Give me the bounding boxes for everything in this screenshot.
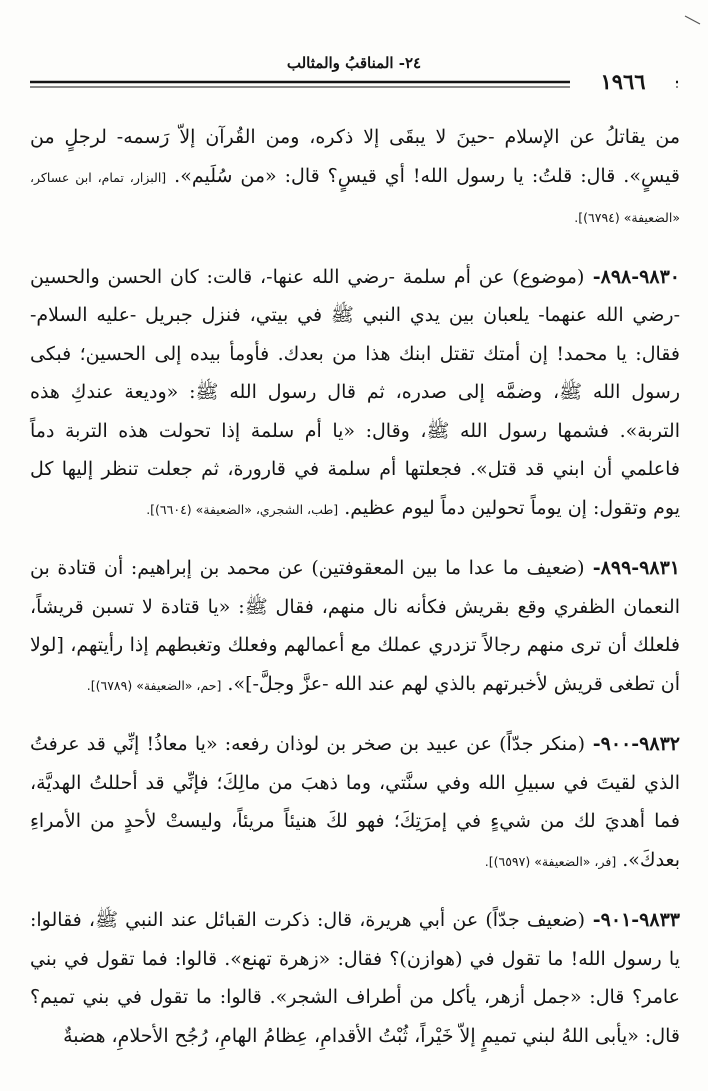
hadith-text: (منكر جدّاً) عن عبيد بن صخر بن لوذان رفعه: «يا معاذُ! إنِّي قد عرفتُ الذي لقيتَ في سبيلِ الله وفي سنَّتي، وما ذهبَ من مالِكَ؛ فإنِّي قد أحللتُ الهديَّة، فما أهديَ لك من شيءٍ في إمرَتِكَ؛ فهو لكَ هنيئاً مريئاً، وليستْ لأحدٍ من الأمراءِ بعدكَ». — [30, 733, 680, 871]
hadith-number: ٩٨٣١-٨٩٩- — [584, 557, 680, 579]
hadith-entry — [30, 901, 680, 1057]
hadith-number: ٩٨٣٣-٩٠١- — [585, 909, 680, 931]
hadith-text: من يقاتلُ عن الإسلام -حينَ لا يبقَى إلا ذكره، ومن القُرآن إلاّ رَسمه- لرجلٍ من قيسٍ». قال: قلتُ: يا رسول الله! أي قيسٍ؟ قال: «من سُلَيم». — [30, 126, 680, 187]
page-header — [30, 50, 678, 98]
hadith-number: ٩٨٣٠-٨٩٨- — [584, 265, 680, 288]
running-title: ٢٤- المناقبُ والمثالب — [286, 54, 422, 72]
hadith-entry — [30, 725, 680, 881]
hadith-text: (ضعيف جدّاً) عن أبي هريرة، قال: ذكرت القبائل عند النبي ﷺ، فقالوا: يا رسول الله! ما تقول في (هوازن)؟ فقال: «زهرة تهنع». قالوا: فما تقول في بني عامر؟ قال: «جمل أزهر، يأكل من أطراف الشجر». قالوا: ما تقول في بني تميم؟ قال: «يأبى اللهُ لبني تميمٍ إلاّ خَيْراً، ثُبْتُ الأقدامِ، عِظامُ الهامِ، رُجُح الأحلامِ، هضبةٌ — [30, 909, 680, 1047]
hadith-entry — [30, 549, 680, 705]
hadith-reference: [حم، «الضعيفة» (٦٧٨٩)]. — [86, 677, 222, 693]
page-body — [30, 118, 680, 1077]
hadith-entry — [30, 258, 680, 530]
hadith-number: ٩٨٣٢-٩٠٠- — [585, 733, 680, 755]
hadith-reference: [البزار، تمام، ابن عساكر، «الضعيفة» (٦٧٩٤)]. — [30, 169, 680, 225]
corner-pen-mark — [684, 14, 702, 26]
hadith-reference: [فر، «الضعيفة» (٦٥٩٧)]. — [484, 853, 617, 869]
page-number: ١٩٦٦ — [570, 68, 676, 96]
hadith-text: (موضوع) عن أم سلمة -رضي الله عنها-، قالت: كان الحسن والحسين -رضي الله عنهما- يلعبان بين يدي النبي ﷺ في بيتي، فنزل جبريل -عليه السلام- فقال: يا محمد! إن أمتك تقتل ابنك هذا من بعدك. فأومأ بيده إلى الحسين؛ فبكى رسول الله ﷺ، وضمَّه إلى صدره، ثم قال رسول الله ﷺ: «وديعة عندكِ هذه التربة». فشمها رسول الله ﷺ، وقال: «يا أم سلمة إذا تحولت هذه التربة دماً فاعلمي أن ابني قد قتل». فجعلتها أم سلمة في قارورة، ثم جعلت تنظر إليها كل يوم وتقول: إن يوماً تحولين دماً ليوم عظيم. — [30, 265, 680, 519]
hadith-text: (ضعيف ما عدا ما بين المعقوفتين) عن محمد بن إبراهيم: أن قتادة بن النعمان الظفري وقع بقريش فكأنه نال منهم، فقال ﷺ: «يا قتادة لا تسبن قريشاً، فلعلك أن ترى منهم رجالاً تزدري عملك مع أعمالهم وفعلك وتغبطهم إذا رأيتهم، [لولا أن تطغى قريش لأخبرتهم بالذي لهم عند الله -عزَّ وجلَّ-]». — [30, 557, 680, 695]
hadith-reference: [طب، الشجري، «الضعيفة» (٦٦٠٤)]. — [146, 501, 339, 517]
hadith-entry — [30, 118, 680, 238]
